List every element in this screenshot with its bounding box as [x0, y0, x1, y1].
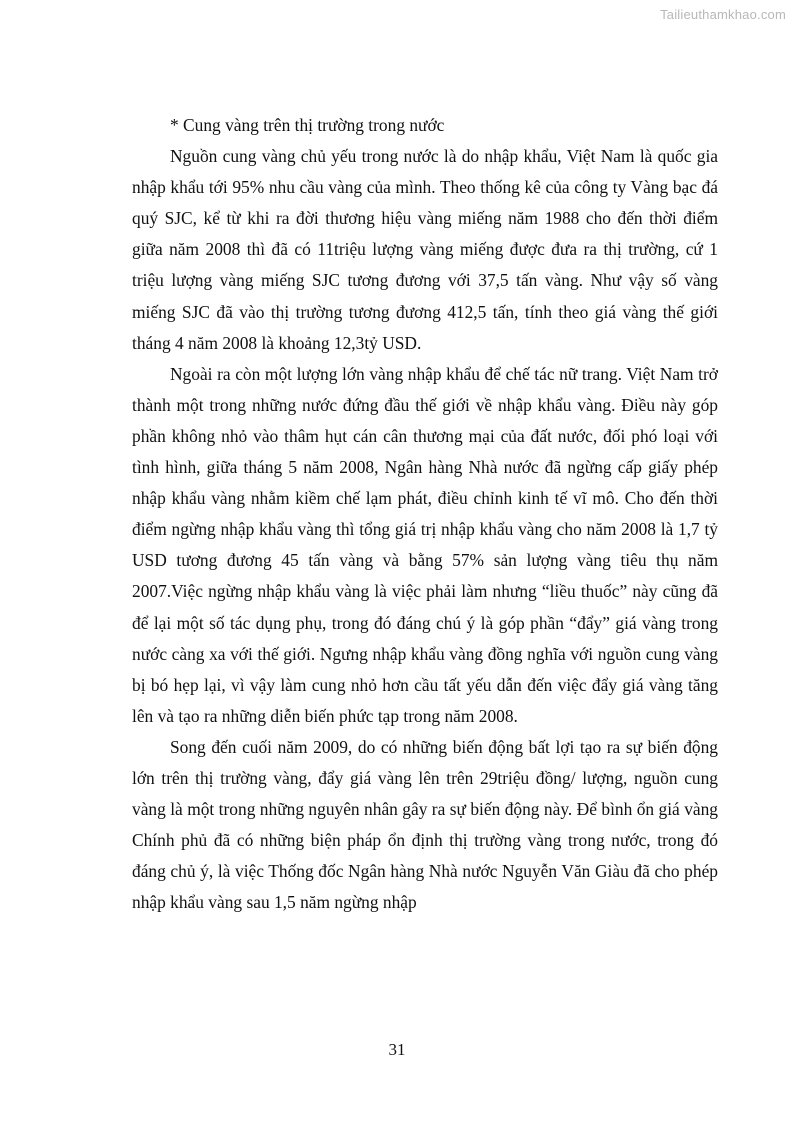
paragraph-2009-fluctuations: Song đến cuối năm 2009, do có những biến động bất lợi tạo ra sự biến động lớn trên thị trường vàng, đẩy giá vàng lên trên 29triệu đồng/ lượng, nguồn cung vàng là một trong những nguyên nhân gây ra sự biến động này. Để bình ổn giá vàng Chính phủ đã có những biện pháp ổn định thị trường vàng trong nước, trong đó đáng chủ ý, là việc Thống đốc Ngân hàng Nhà nước Nguyễn Văn Giàu đã cho phép nhập khẩu vàng sau 1,5 năm ngừng nhập — [132, 736, 718, 913]
paragraph-jewelry-imports: Ngoài ra còn một lượng lớn vàng nhập khẩu để chế tác nữ trang. Việt Nam trở thành một trong những nước đứng đầu thế giới về nhập khẩu vàng. Điều này góp phần không nhỏ vào thâm hụt cán cân thương mại của đất nước, đối phó loại với tình hình, giữa tháng 5 năm 2008, Ngân hàng Nhà nước đã ngừng cấp giấy phép nhập khẩu vàng nhằm kiềm chế lạm phát, điều chỉnh kinh tế vĩ mô. Cho đến thời điểm ngừng nhập khẩu vàng thì tổng giá trị nhập khẩu vàng cho năm 2008 là 1,7 tỷ USD tương đương 45 tấn vàng và bằng 57% sản lượng vàng tiêu thụ năm 2007.Việc ngừng nhập khẩu vàng là việc phải làm nhưng “liều thuốc” này cũng đã để lại một số tác dụng phụ, trong đó đáng chú ý là góp phần “đẩy” giá vàng trong nước càng xa với thế giới. Ngưng nhập khẩu vàng đồng nghĩa với nguồn cung vàng bị bó hẹp lại, vì vậy làm cung nhỏ hơn cầu tất yếu dẫn đến việc đẩy giá vàng tăng lên và tạo ra những diễn biến phức tạp trong năm 2008. — [132, 363, 718, 726]
watermark: Tailieuthamkhao.com — [660, 7, 786, 22]
paragraph-gold-supply-imports: Nguồn cung vàng chủ yếu trong nước là do nhập khẩu, Việt Nam là quốc gia nhập khẩu tới 95% nhu cầu vàng của mình. Theo thống kê của công ty Vàng bạc đá quý SJC, kể từ khi ra đời thương hiệu vàng miếng năm 1988 cho đến thời điểm giữa năm 2008 thì đã có 11triệu lượng vàng miếng được đưa ra thị trường, cứ 1 triệu lượng vàng miếng SJC tương đương với 37,5 tấn vàng. Như vậy số vàng miếng SJC đã vào thị trường tương đương 412,5 tấn, tính theo giá vàng thế giới tháng 4 năm 2008 là khoảng 12,3tỷ USD. — [132, 146, 718, 353]
page-body — [132, 110, 718, 918]
page-number: 31 — [388, 1040, 406, 1059]
section-heading: * Cung vàng trên thị trường trong nước — [170, 115, 445, 135]
